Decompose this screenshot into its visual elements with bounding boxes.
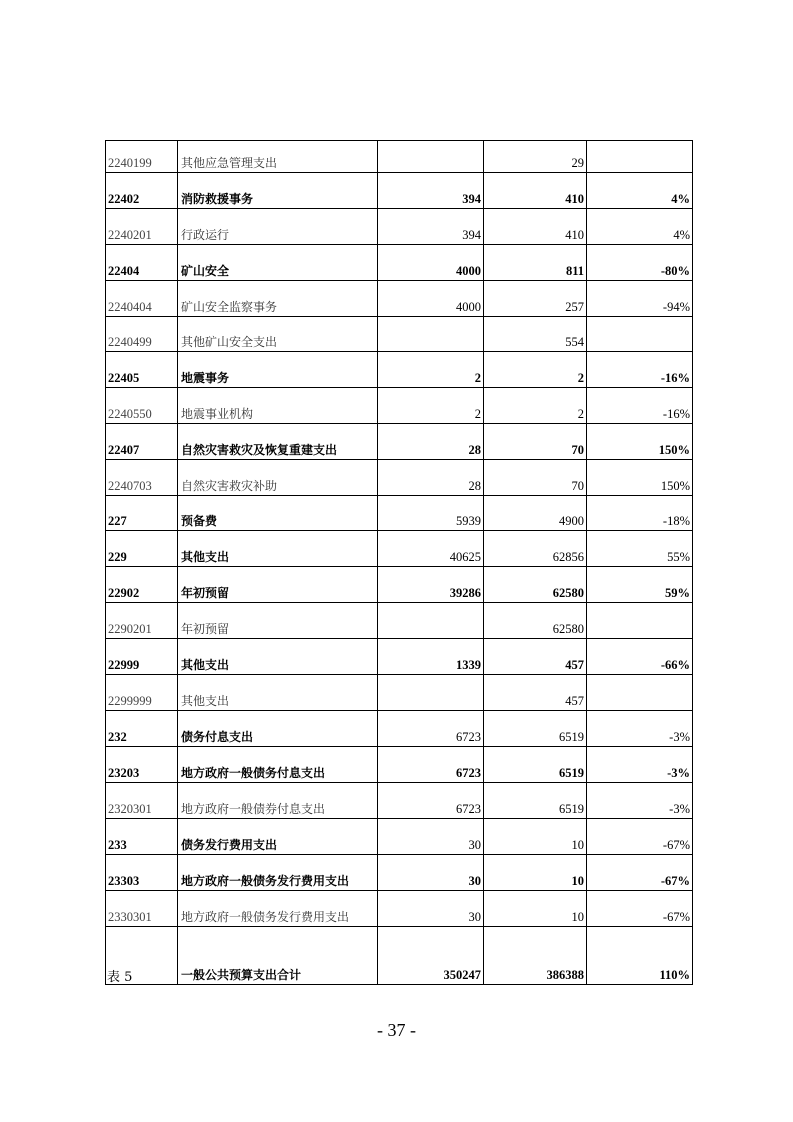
cell-value-b: 62580 <box>484 567 587 603</box>
table-row <box>106 711 693 747</box>
cell-change <box>587 141 693 173</box>
cell-name: 债务付息支出 <box>178 711 378 747</box>
cell-change <box>587 675 693 711</box>
cell-value-a: 1339 <box>378 639 484 675</box>
cell-change: -3% <box>587 747 693 783</box>
cell-name: 年初预留 <box>178 567 378 603</box>
cell-value-b: 6519 <box>484 747 587 783</box>
cell-name: 债务发行费用支出 <box>178 819 378 855</box>
total-cell-name: 一般公共预算支出合计 <box>178 927 378 985</box>
cell-change: -16% <box>587 388 693 424</box>
cell-value-b: 554 <box>484 317 587 352</box>
table-row <box>106 567 693 603</box>
cell-value-a: 394 <box>378 209 484 245</box>
cell-name: 地震事务 <box>178 352 378 388</box>
total-cell-value-b: 386388 <box>484 927 587 985</box>
cell-change: -67% <box>587 855 693 891</box>
cell-change: -80% <box>587 245 693 281</box>
cell-value-b: 10 <box>484 855 587 891</box>
cell-name: 地震事业机构 <box>178 388 378 424</box>
cell-name: 自然灾害救灾补助 <box>178 460 378 496</box>
cell-value-a: 30 <box>378 891 484 927</box>
cell-value-b: 70 <box>484 424 587 460</box>
cell-change: 4% <box>587 209 693 245</box>
cell-change: -16% <box>587 352 693 388</box>
page-number: - 37 - <box>377 1020 416 1040</box>
cell-name: 其他支出 <box>178 639 378 675</box>
cell-value-b: 811 <box>484 245 587 281</box>
table-row <box>106 855 693 891</box>
cell-name: 其他支出 <box>178 675 378 711</box>
cell-value-b: 257 <box>484 281 587 317</box>
cell-change: -3% <box>587 783 693 819</box>
cell-value-b: 10 <box>484 819 587 855</box>
cell-value-b: 70 <box>484 460 587 496</box>
table-row <box>106 639 693 675</box>
cell-change: 4% <box>587 173 693 209</box>
cell-value-a: 2 <box>378 388 484 424</box>
cell-code: 22405 <box>106 352 178 388</box>
cell-value-a: 40625 <box>378 531 484 567</box>
cell-name: 年初预留 <box>178 603 378 639</box>
cell-value-a: 28 <box>378 460 484 496</box>
cell-name: 地方政府一般债券付息支出 <box>178 783 378 819</box>
cell-code: 22404 <box>106 245 178 281</box>
cell-value-a: 28 <box>378 424 484 460</box>
cell-value-b: 62856 <box>484 531 587 567</box>
cell-change: -3% <box>587 711 693 747</box>
cell-code: 227 <box>106 496 178 531</box>
cell-change: -66% <box>587 639 693 675</box>
table-row <box>106 141 693 173</box>
table-row <box>106 747 693 783</box>
cell-value-b: 10 <box>484 891 587 927</box>
cell-change <box>587 603 693 639</box>
cell-value-b: 6519 <box>484 711 587 747</box>
cell-name: 其他应急管理支出 <box>178 141 378 173</box>
table-row <box>106 819 693 855</box>
table-row <box>106 388 693 424</box>
cell-value-b: 457 <box>484 675 587 711</box>
cell-change: 59% <box>587 567 693 603</box>
cell-value-a <box>378 675 484 711</box>
cell-name: 自然灾害救灾及恢复重建支出 <box>178 424 378 460</box>
total-cell-value-a: 350247 <box>378 927 484 985</box>
cell-name: 地方政府一般债务付息支出 <box>178 747 378 783</box>
table-row <box>106 352 693 388</box>
cell-change <box>587 317 693 352</box>
cell-value-a: 30 <box>378 819 484 855</box>
cell-value-a: 6723 <box>378 747 484 783</box>
cell-code: 2240499 <box>106 317 178 352</box>
table-body <box>106 141 693 985</box>
cell-code: 2240703 <box>106 460 178 496</box>
table-row <box>106 209 693 245</box>
cell-value-a: 2 <box>378 352 484 388</box>
cell-code: 23203 <box>106 747 178 783</box>
cell-code: 2240404 <box>106 281 178 317</box>
budget-expenditure-table <box>105 140 693 985</box>
cell-value-a <box>378 317 484 352</box>
cell-value-a: 4000 <box>378 245 484 281</box>
table-row-total <box>106 927 693 985</box>
table-row <box>106 783 693 819</box>
cell-change: 150% <box>587 460 693 496</box>
cell-value-b: 6519 <box>484 783 587 819</box>
table-row <box>106 891 693 927</box>
table-row <box>106 675 693 711</box>
cell-code: 22402 <box>106 173 178 209</box>
cell-name: 其他矿山安全支出 <box>178 317 378 352</box>
cell-change: -67% <box>587 891 693 927</box>
cell-code: 22407 <box>106 424 178 460</box>
cell-value-a: 6723 <box>378 711 484 747</box>
cell-value-a <box>378 141 484 173</box>
cell-code: 2290201 <box>106 603 178 639</box>
cell-value-b: 410 <box>484 173 587 209</box>
cell-change: 150% <box>587 424 693 460</box>
table-row <box>106 531 693 567</box>
table-row <box>106 173 693 209</box>
cell-value-a <box>378 603 484 639</box>
cell-code: 2240550 <box>106 388 178 424</box>
table-note: 表 5 <box>107 970 133 985</box>
cell-value-a: 39286 <box>378 567 484 603</box>
cell-value-a: 6723 <box>378 783 484 819</box>
cell-code: 22999 <box>106 639 178 675</box>
cell-name: 矿山安全 <box>178 245 378 281</box>
cell-name: 行政运行 <box>178 209 378 245</box>
table-row <box>106 603 693 639</box>
cell-change: -18% <box>587 496 693 531</box>
cell-value-a: 4000 <box>378 281 484 317</box>
total-cell-change: 110% <box>587 927 693 985</box>
cell-value-a: 30 <box>378 855 484 891</box>
cell-name: 其他支出 <box>178 531 378 567</box>
table-row <box>106 496 693 531</box>
cell-code: 229 <box>106 531 178 567</box>
cell-value-b: 29 <box>484 141 587 173</box>
cell-code: 2240199 <box>106 141 178 173</box>
cell-change: -67% <box>587 819 693 855</box>
table-row <box>106 317 693 352</box>
cell-code: 2320301 <box>106 783 178 819</box>
cell-value-a: 394 <box>378 173 484 209</box>
cell-code: 22902 <box>106 567 178 603</box>
cell-name: 矿山安全监察事务 <box>178 281 378 317</box>
cell-name: 消防救援事务 <box>178 173 378 209</box>
cell-value-b: 62580 <box>484 603 587 639</box>
cell-code: 2330301 <box>106 891 178 927</box>
cell-change: -94% <box>587 281 693 317</box>
cell-value-b: 4900 <box>484 496 587 531</box>
cell-code: 233 <box>106 819 178 855</box>
table-row <box>106 424 693 460</box>
cell-change: 55% <box>587 531 693 567</box>
cell-name: 预备费 <box>178 496 378 531</box>
cell-value-b: 2 <box>484 352 587 388</box>
table-row <box>106 281 693 317</box>
cell-value-b: 2 <box>484 388 587 424</box>
cell-value-b: 457 <box>484 639 587 675</box>
cell-name: 地方政府一般债务发行费用支出 <box>178 891 378 927</box>
table-row <box>106 245 693 281</box>
cell-value-a: 5939 <box>378 496 484 531</box>
cell-value-b: 410 <box>484 209 587 245</box>
cell-code: 232 <box>106 711 178 747</box>
cell-code: 23303 <box>106 855 178 891</box>
cell-name: 地方政府一般债务发行费用支出 <box>178 855 378 891</box>
cell-code: 2240201 <box>106 209 178 245</box>
cell-code: 2299999 <box>106 675 178 711</box>
table-row <box>106 460 693 496</box>
